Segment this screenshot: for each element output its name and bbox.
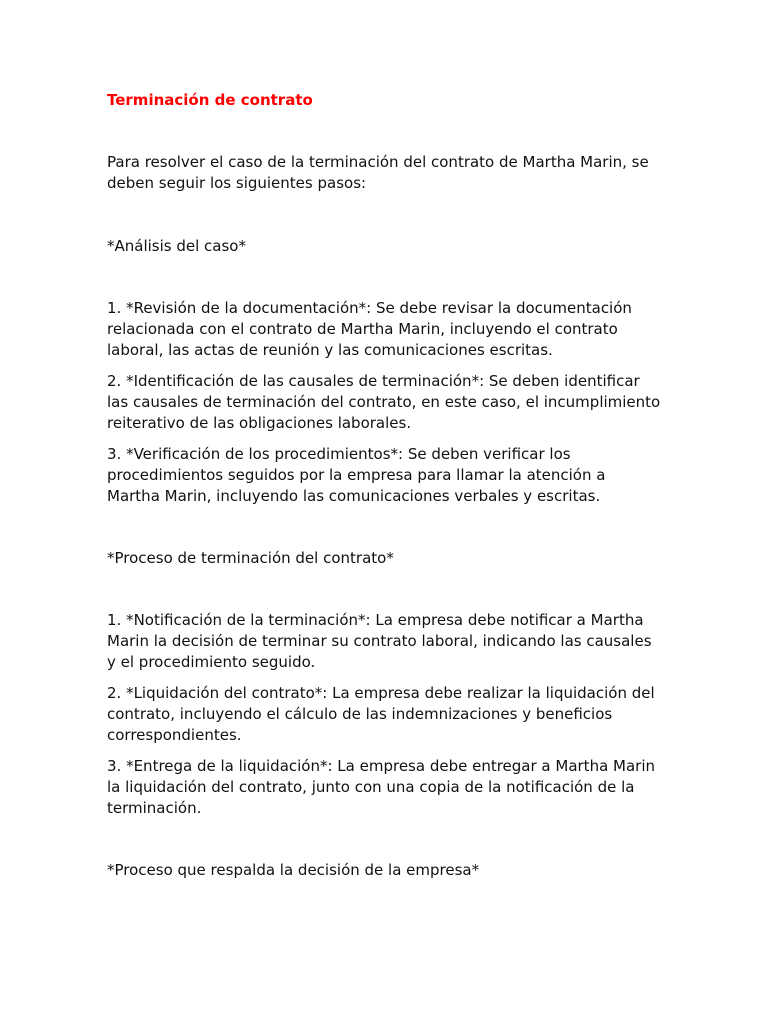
section-heading-support: *Proceso que respalda la decisión de la empresa* bbox=[107, 861, 480, 879]
document-title: Terminación de contrato bbox=[107, 91, 313, 109]
intro-paragraph: Para resolver el caso de la terminación del contrato de Martha Marin, se deben seguir los siguientes pasos: bbox=[107, 153, 649, 192]
analysis-item: 2. *Identificación de las causales de terminación*: Se deben identificar las causales de terminación del contrato, en este caso, el incumplimiento reiterativo de las obligaciones laborales. bbox=[107, 372, 661, 432]
section-heading-process: *Proceso de terminación del contrato* bbox=[107, 549, 394, 567]
analysis-item: 1. *Revisión de la documentación*: Se debe revisar la documentación relacionada con el contrato de Martha Marin, incluyendo el contrato laboral, las actas de reunión y las comunicaciones escritas. bbox=[107, 299, 632, 359]
process-item: 1. *Notificación de la terminación*: La empresa debe notificar a Martha Marin la decisión de terminar su contrato laboral, indicando las causales y el procedimiento seguido. bbox=[107, 611, 652, 671]
section-heading-analysis: *Análisis del caso* bbox=[107, 237, 246, 255]
process-item: 3. *Entrega de la liquidación*: La empresa debe entregar a Martha Marin la liquidación del contrato, junto con una copia de la notificación de la terminación. bbox=[107, 757, 656, 817]
process-item: 2. *Liquidación del contrato*: La empresa debe realizar la liquidación del contrato, incluyendo el cálculo de las indemnizaciones y beneficios correspondientes. bbox=[107, 684, 655, 744]
analysis-item: 3. *Verificación de los procedimientos*: Se deben verificar los procedimientos seguidos por la empresa para llamar la atención a Martha Marin, incluyendo las comunicaciones verbales y escritas. bbox=[107, 445, 606, 505]
